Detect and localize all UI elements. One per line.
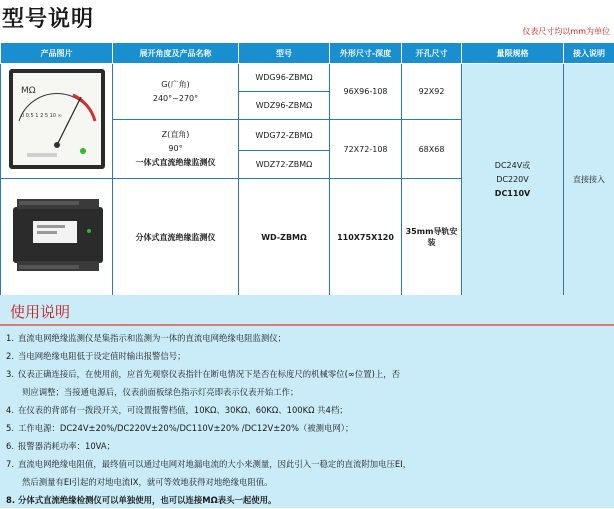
- header-angle-name: 展开角度及产品名称: [113, 43, 239, 64]
- usage-item: 2. 当电网绝缘电阻低于设定值时输出报警信号；: [6, 347, 606, 365]
- usage-item: 4. 在仪表的背部有一拨段开关，可设置报警档值，10KΩ、30KΩ、60KΩ、100KΩ 共4档；: [6, 401, 606, 419]
- range-line-3: DC110V: [495, 189, 530, 198]
- angle-g-label: G(广角): [113, 78, 238, 92]
- model-wdz72: WDZ72-ZBMΩ: [239, 151, 330, 179]
- angle-z-range: 90°: [113, 142, 238, 156]
- table-header-row: [1, 43, 614, 64]
- usage-item: 5. 工作电源：DC24V±20%/DC220V±20%/DC110V±20% /DC12V±20%（被测电网）；: [6, 419, 606, 437]
- cutout-92: 92X92: [402, 64, 462, 120]
- dim-72: 72X72-108: [330, 120, 402, 179]
- usage-item: 7. 直流电网绝缘电阻值，最终值可以通过电网对地漏电流的大小来测量，因此引入一稳定的直流附加电压EI， 然后测量有EI引起的对地电流IX，就可等效地获得对地绝缘电阻值。: [6, 455, 606, 491]
- usage-divider: [0, 324, 614, 326]
- right-angle-cell: [113, 120, 239, 179]
- dim-110: 110X75X120: [330, 179, 402, 296]
- module-photo-cell: [1, 179, 113, 296]
- range-line-2: DC220V: [462, 173, 563, 187]
- access-cell: 直接接入: [564, 64, 614, 296]
- spec-table: [0, 42, 614, 296]
- header-product-image: 产品图片: [1, 43, 113, 64]
- meter-scale-text: 0 0.5 1 2 5 10 ∞: [21, 113, 62, 119]
- angle-z-label: Z(直角): [113, 128, 238, 142]
- model-wdg96: WDG96-ZBMΩ: [239, 64, 330, 92]
- usage-title: 使用说明: [10, 301, 70, 322]
- din-module-image: [3, 181, 111, 291]
- meter-photo-cell: [1, 64, 113, 179]
- meter-face-label: MΩ: [21, 86, 36, 96]
- cutout-68: 68X68: [402, 120, 462, 179]
- header-range: 量限规格: [462, 43, 564, 64]
- dim-96: 96X96-108: [330, 64, 402, 120]
- panel-meter-image: [3, 65, 111, 175]
- angle-g-range: 240°~270°: [113, 92, 238, 106]
- header-cutout: 开孔尺寸: [402, 43, 462, 64]
- unit-note: 仪表尺寸均以mm为单位: [522, 26, 610, 37]
- usage-panel: [0, 295, 614, 508]
- integrated-name: 一体式直流绝缘监测仪: [136, 158, 216, 167]
- usage-item: 8. 分体式直流绝缘检测仪可以单独使用，也可以连接MΩ表头一起使用。: [6, 491, 606, 509]
- header-access: 接入说明: [564, 43, 614, 64]
- range-line-1: DC24V或: [462, 159, 563, 173]
- model-wdz96: WDZ96-ZBMΩ: [239, 92, 330, 120]
- model-wdg72: WDG72-ZBMΩ: [239, 120, 330, 151]
- usage-list: [6, 329, 606, 509]
- model-wd-zb: WD-ZBMΩ: [239, 179, 330, 296]
- usage-item: 1. 直流电网绝缘监测仪是集指示和监测为一体的直流电网绝缘电阻监测仪；: [6, 329, 606, 347]
- cutout-din: 35mm导轨安装: [402, 179, 462, 296]
- range-cell: [462, 64, 564, 296]
- header-model: 型号: [239, 43, 330, 64]
- usage-item: 3. 仪表正确连接后，在使用前，应首先观察仪表指针在断电情况下是否在标度尺的机械零位(∞位置)上，否 则应调整；当接通电源后，仪表前面板绿色指示灯亮即表示仪表开始工作；: [6, 365, 606, 401]
- wide-angle-cell: [113, 64, 239, 120]
- split-name: 分体式直流绝缘监测仪: [113, 179, 239, 296]
- header-dimensions: 外形尺寸-深度: [330, 43, 402, 64]
- usage-item: 6. 报警器消耗功率：10VA；: [6, 437, 606, 455]
- page-title: 型号说明: [2, 2, 94, 33]
